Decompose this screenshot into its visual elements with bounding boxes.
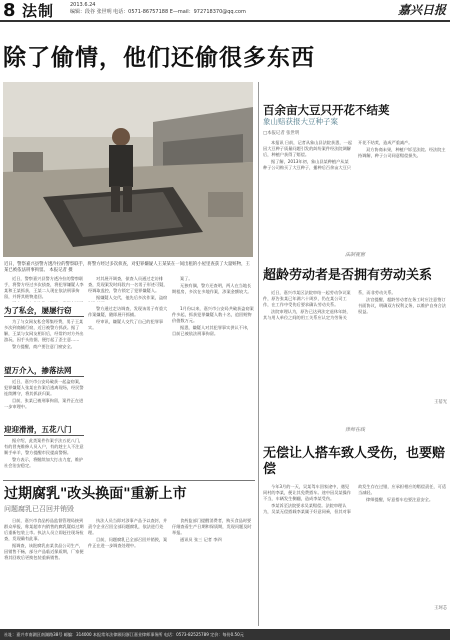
news-brief-3 [4,425,84,484]
bottom-story-col-1 [4,518,84,624]
main-story-col-2 [88,276,168,302]
story-deck: 象山赔获报大豆种子案 [263,117,338,126]
editor-contact: 编辑：段谷 张世明 电话：0571-86757188 E—mail：972718370@qq.com [70,9,246,15]
brief-title: 为了私会，屡屡行窃 [4,306,72,315]
issue-date: 2013.6.24 [70,2,96,8]
bottom-story-col-3 [172,518,254,624]
paragraph: 无独有偶，警方还查明，两人在当地长期租房，多次在多地作案，涉案金额较大。 [172,283,252,294]
masthead-bar [0,0,450,22]
paragraph: 1月份以来，嘉兴市公安局共破获盗窃案件多起，抓获犯罪嫌疑人数十名，追回赃物价值数万元。 [172,306,254,323]
divider [4,316,84,317]
bottom-story-col-2 [88,518,168,624]
story-editor: 王蓓光 [434,400,447,405]
paragraph: 律师提醒，好意搭车也要注意安全。 [366,497,434,502]
section-name: 法制 [22,2,55,20]
section-ornament [263,250,447,260]
brief-title: 望万介入，掺落法网 [4,366,72,375]
story-body [263,140,447,218]
section-ornament [263,425,447,435]
story-headline: 超龄劳动者是否拥有劳动关系 [263,268,433,283]
paragraph: 双方协商未果，种植户诉至法院。经法院主持调解，种子公司同意赔偿损失。 [358,147,446,158]
paragraph: 法院审理认为，原告已达到法定退休年龄，其与用人单位之间的用工关系应认定为劳务关系，而非劳动关系。 [263,290,396,320]
photo-scene-illustration [3,82,253,257]
header-meta [70,2,290,16]
paragraph: 今年3月的一天，吴某驾车回家途中，遇见同村的李某，便让其免费搭车。途中因吴某操作不当，车辆发生侧翻，造成李某受伤。 [263,484,351,501]
story-headline: 百余亩大豆只开花不结荚 [263,103,390,117]
paragraph: 警方提醒，商户要注意门窗安全。 [12,344,75,349]
brief-title: 迎迎滑滑，五花八门 [4,425,72,434]
paragraph: 据悉，嫌疑人对其犯罪事实供认不讳，目前已被依法刑事拘留。 [172,325,252,336]
divider [4,435,84,436]
paragraph: 据嫌疑人交代，他先后多次作案，盗窃 [96,295,168,300]
paragraph: 本报讯 日前，记者从象山县法院获悉，一起因大豆种子质量问题引发的纠纷案件经法院调解后，种植户获得了赔偿。 [263,140,352,157]
story-free-ride [263,446,447,612]
story-soybean [263,103,447,218]
brief-body [4,379,84,425]
paragraph: 警方通过走访调查，发现该男子有重大作案嫌疑，随即展开抓捕。 [88,306,168,317]
main-headline: 除了偷情，他们还偷很多东西 [3,45,315,71]
paragraph: 目前，问题腐乳已全部召回并销毁，案件正在进一步调查处理中。 [88,537,168,548]
paragraph: 执法人员当即对涉事产品予以查封，并责令企业召回全部问题腐乳，依法进行处理。 [88,518,168,535]
paragraph: 通讯员 张三 记者 李四 [180,537,222,542]
paragraph: 日前，嘉兴市食品药品监督管理局接到群众举报，称某超市内销售的腐乳疑似过期后重新包装上市。执法人员立即赶往现场检查，发现确有此事。 [4,518,84,541]
story-headline: 无偿让人搭车致人受伤，也要赔偿 [263,446,446,477]
mid-column-3 [172,306,254,472]
paragraph: 经审讯，嫌疑人交代了自己的犯罪事实。 [88,319,164,330]
photo-caption: 近日，警察嘉兴县警方透冷拉的警察联手，将警方经过多次侦查，对犯罪嫌疑人王某某在一间出租的小屋里查获了大量赃物，王某已被依法刑事拘留。 本报记者 摄 [4,262,250,274]
news-brief-2 [4,366,84,425]
brief-body [4,319,84,367]
story-body [263,290,447,400]
main-story-col-3 [172,276,254,302]
brief-body [4,438,84,484]
paragraph: 据调查，该批腐乳由某食品公司生产，因销售不畅，部分产品临近保质期，厂家便将其回收后更换包装重新销售。 [4,543,84,560]
story-body [263,484,447,606]
mid-column-2 [88,306,168,472]
newspaper-logo: 嘉兴日报 [397,3,446,17]
divider [4,376,84,377]
news-photo [3,82,253,257]
ornament-label: 法制视窗 [341,252,369,258]
main-story-col-1 [4,276,84,302]
story-byline: □本报记者 张世明 [263,131,300,136]
paragraph: 警方表示，将继续加大打击力度，维护社会治安稳定。 [4,457,84,468]
news-brief-1 [4,306,84,367]
paragraph [4,301,84,302]
paragraph: 食药监部门提醒消费者，购买食品时要仔细查看生产日期和保质期，发现问题及时举报。 [172,518,252,535]
story-editor: 王珂芯 [434,606,447,611]
paragraph: 法官提醒，超龄劳动者在务工时应注意签订书面协议，明确双方权利义务，以维护自身合法权益。 [358,297,446,314]
story-elderly-workers [263,268,447,406]
page-footer: 社址：嘉兴市南湖区南湖路38号 邮编：314000 本报常年法律顾问浙江嘉业律师事务所 电话：0573-82525789 定价：每份0.50元 [0,629,450,640]
paragraph: 李某诉至法院要求吴某赔偿。法院审理认为，吴某无偿搭载李某属于好意同乘，但其对事故发生存在过错，应承担相应的赔偿责任，可适当减轻。 [263,484,446,514]
page-number: 8 [3,0,16,21]
column-divider [258,82,259,626]
paragraph: 近日，嘉兴市某区法院审结一起劳动争议案件，原告张某已年满六十周岁，仍在某公司工作，在工作中受伤后要求确认劳动关系。 [263,290,351,307]
paragraph: 为了与女网友私会筹集经费，男子王某多次到商铺行窃，近日被警方抓获。据了解，王某与女网友相识后，经常约对方外出游玩，因手头拮据，便打起了歪主意…… [4,319,84,342]
paragraph: 案了。 [180,276,193,281]
paragraph: 对其展开调查，侦查人员通过走访排查，发现案发时间段内一名男子形迹可疑，经调取监控，警方锁定了犯罪嫌疑人。 [88,276,168,293]
paragraph: 近日，嘉兴市公安局破获一起盗窃案，犯罪嫌疑人张某在作案后逃离现场，经民警连续蹲守，将其抓获归案。 [4,379,84,396]
ornament-label: 律师在线 [341,427,369,433]
paragraph: 据介绍，此类案件作案手法五花八门，有的冒充维修人员入户，有的趁主人不注意顺手牵羊，警方提醒市民提高警惕。 [4,438,84,455]
story-deck: 问题腐乳已召回并销毁 [4,505,74,513]
paragraph: 目前，张某已被刑事拘留，案件正在进一步审理中。 [4,398,84,409]
story-headline-rotten-tofu: 过期腐乳"改头换面"重新上市 [4,486,187,502]
section-divider [3,480,255,481]
paragraph: 据了解，2013年初，象山县某种植户从某种子公司购买了大豆种子，播种后百余亩大豆只开花不结荚，造成严重减产。 [263,140,413,170]
paragraph: 近日，警察嘉兴县警方透冷拉的警察联手，将警方经过多次侦查，将犯罪嫌疑人李某和王某抓获，王某二人现在依法刑事拘留，并将其赃物追回。 [4,276,84,299]
